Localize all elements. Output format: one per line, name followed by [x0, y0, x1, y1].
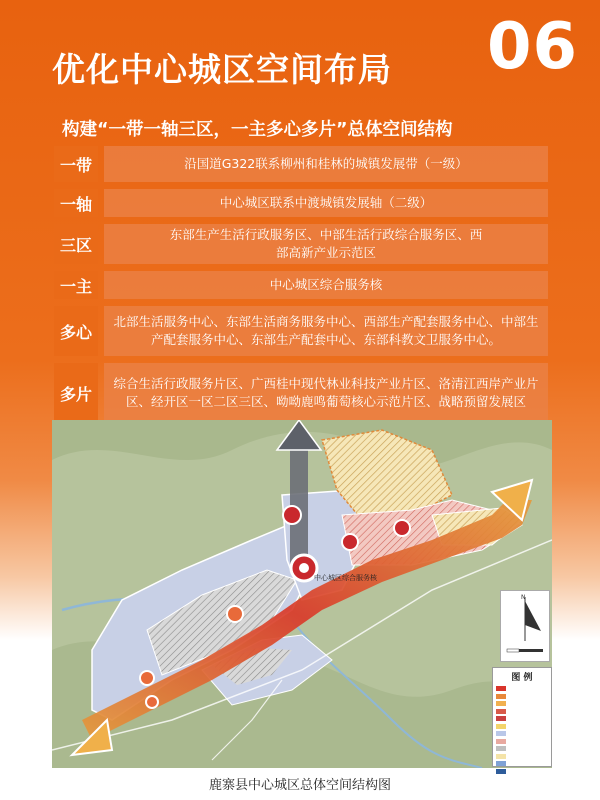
legend-item — [493, 723, 551, 731]
row-sanqu — [54, 224, 548, 264]
legend-item — [493, 685, 551, 693]
legend-swatch — [496, 724, 506, 729]
row-text: 中心城区联系中渡城镇发展轴（二级） — [104, 189, 548, 217]
legend-item — [493, 738, 551, 746]
legend-swatch — [496, 761, 506, 766]
row-label: 一带 — [54, 146, 98, 182]
legend-item — [493, 700, 551, 708]
legend-item — [493, 760, 551, 768]
row-label: 多片 — [54, 363, 98, 423]
legend-swatch — [496, 709, 506, 714]
subtitle: 构建“一带一轴三区，一主多心多片”总体空间结构 — [62, 120, 453, 140]
legend-swatch — [496, 701, 506, 706]
row-text: 北部生活服务中心、东部生活商务服务中心、西部生产配套服务中心、中部生产配套服务中心、东部生产配套中心、东部科教文卫服务中心。 — [104, 306, 548, 356]
legend-item — [493, 753, 551, 761]
legend-item — [493, 693, 551, 701]
row-text: 综合生活行政服务片区、广西桂中现代林业科技产业片区、洛清江西岸产业片区、经开区一区二区三区、呦呦鹿鸣葡萄核心示范片区、战略预留发展区 — [104, 363, 548, 423]
row-duoxin — [54, 306, 548, 356]
legend-swatch — [496, 694, 506, 699]
compass — [500, 590, 550, 662]
row-duopian — [54, 363, 548, 423]
row-label: 一轴 — [54, 189, 98, 217]
legend-item — [493, 715, 551, 723]
legend-swatch — [496, 739, 506, 744]
row-yizhu — [54, 271, 548, 299]
legend-title: 图 例 — [511, 673, 533, 683]
row-label: 一主 — [54, 271, 98, 299]
map-legend — [492, 667, 552, 767]
row-yizhou — [54, 189, 548, 217]
map-graphic — [52, 420, 552, 768]
row-text: 中心城区综合服务核 — [104, 271, 548, 299]
row-text: 沿国道G322联系柳州和桂林的城镇发展带（一级） — [104, 146, 548, 182]
svg-text:N: N — [521, 594, 526, 601]
legend-item — [493, 708, 551, 716]
row-text: 东部生产生活行政服务区、中部生活行政综合服务区、西部高新产业示范区 — [104, 224, 548, 264]
legend-item — [493, 730, 551, 738]
legend-swatch — [496, 686, 506, 691]
legend-swatch — [496, 746, 506, 751]
row-label: 多心 — [54, 306, 98, 356]
legend-swatch — [496, 754, 506, 759]
page-number: 06 — [486, 10, 578, 84]
legend-swatch — [496, 716, 506, 721]
legend-swatch — [496, 769, 506, 774]
structure-map — [52, 420, 552, 768]
center-node-label: 中心城区综合服务核 — [314, 574, 377, 582]
map-caption: 鹿寨县中心城区总体空间结构图 — [208, 778, 391, 793]
legend-swatch — [496, 731, 506, 736]
structure-table — [54, 146, 548, 430]
page-title: 优化中心城区空间布局 — [52, 50, 392, 89]
legend-item — [493, 745, 551, 753]
row-label: 三区 — [54, 224, 98, 264]
row-yidai — [54, 146, 548, 182]
